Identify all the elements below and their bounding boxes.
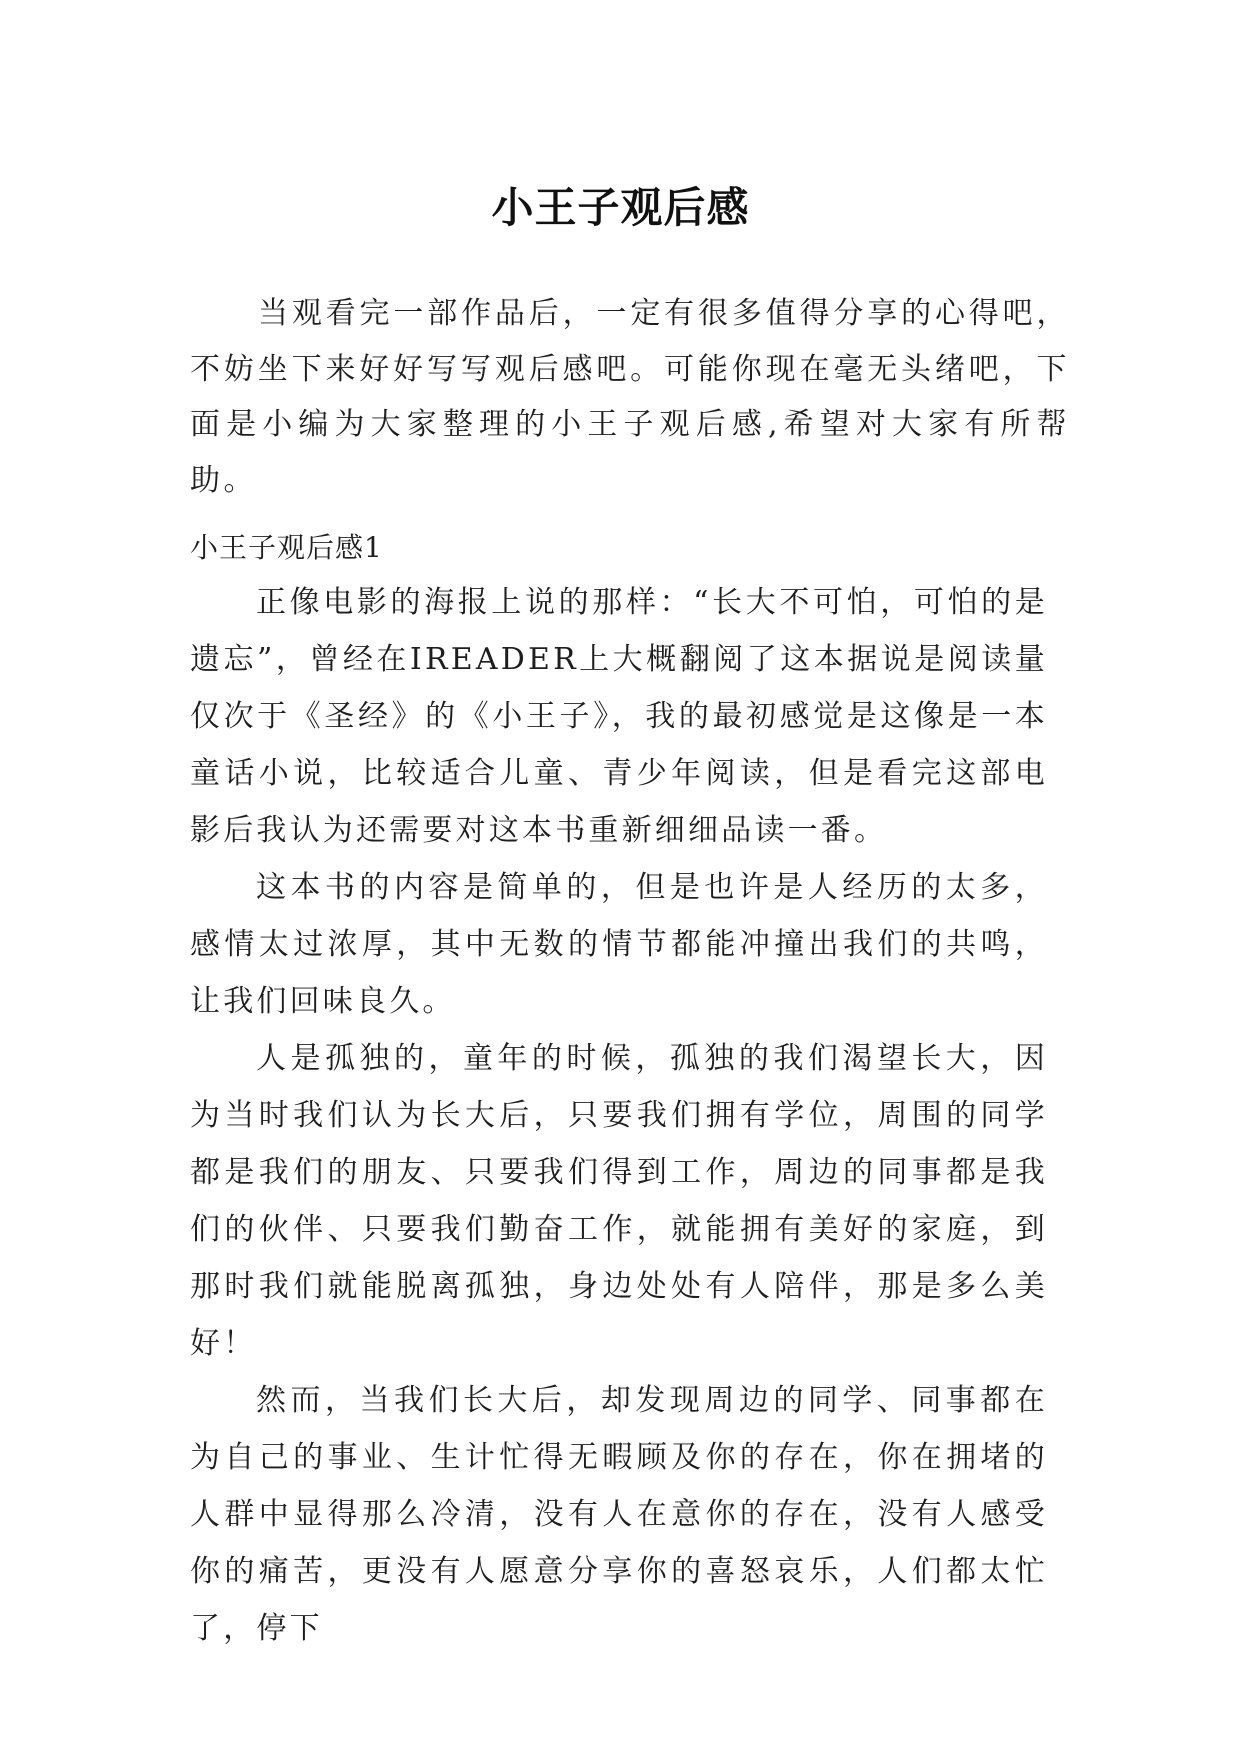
document-title: 小王子观后感 — [491, 183, 750, 233]
body-paragraph: 这本书的内容是简单的，但是也许是人经历的太多，感情太过浓厚，其中无数的情节都能冲撞出我们的共鸣，让我们回味良久。 — [190, 870, 1048, 1019]
body-paragraph: 然而，当我们长大后，却发现周边的同学、同事都在为自己的事业、生计忙得无暇顾及你的存在，你在拥堵的人群中显得那么冷清，没有人在意你的存在，没有人感受你的痛苦，更没有人愿意分享你的喜怒哀乐，人们都太忙了，停下 — [190, 1383, 1048, 1646]
body-paragraph: 人是孤独的，童年的时候，孤独的我们渴望长大，因为当时我们认为长大后，只要我们拥有学位，周围的同学都是我们的朋友、只要我们得到工作，周边的同事都是我们的伙伴、只要我们勤奋工作，就能拥有美好的家庭，到那时我们就能脱离孤独，身边处处有人陪伴，那是多么美好！ — [190, 1041, 1048, 1361]
intro-paragraph: 当观看完一部作品后，一定有很多值得分享的心得吧，不妨坐下来好好写写观后感吧。可能你现在毫无头绪吧，下面是小编为大家整理的小王子观后感,希望对大家有所帮助。 — [190, 296, 1070, 498]
section-title: 小王子观后感1 — [190, 531, 383, 564]
body-paragraph: 正像电影的海报上说的那样：“长大不可怕，可怕的是遗忘”，曾经在IREADER上大概翻阅了这本据说是阅读量仅次于《圣经》的《小王子》，我的最初感觉是这像是一本童话小说，比较适合儿童、青少年阅读，但是看完这部电影后我认为还需要对这本书重新细细品读一番。 — [190, 585, 1048, 848]
essay-section — [190, 522, 1048, 1657]
